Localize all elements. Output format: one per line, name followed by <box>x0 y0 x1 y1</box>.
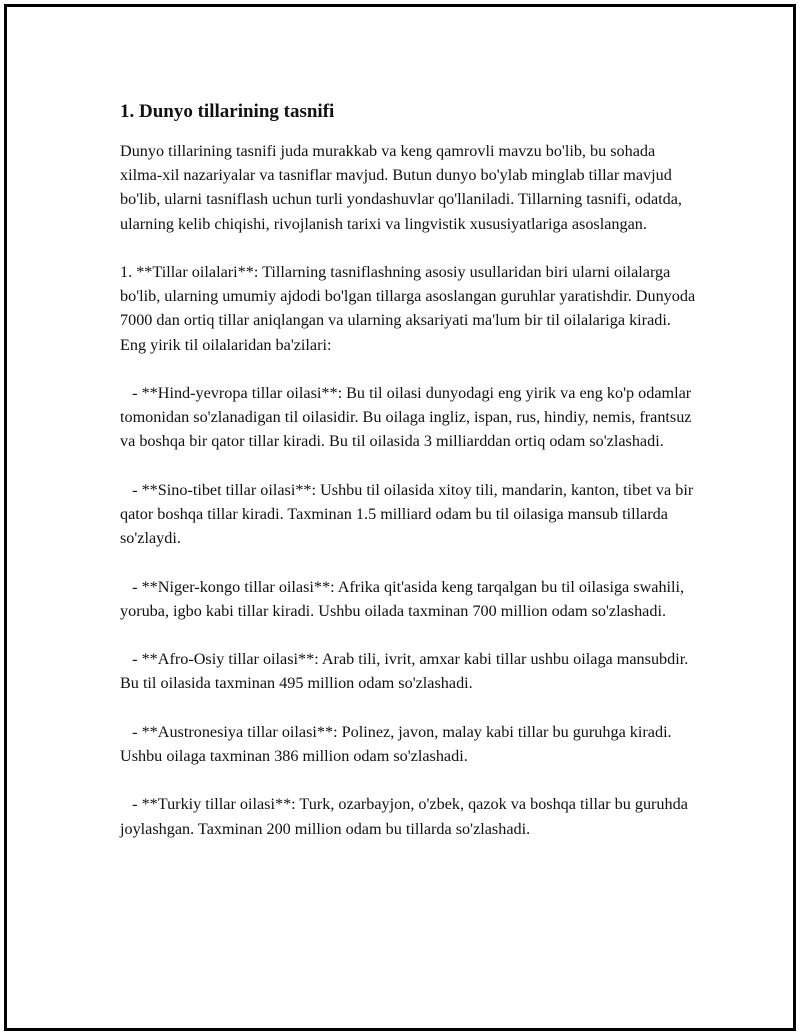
indo-european-item: - **Hind-yevropa tillar oilasi**: Bu til oilasi dunyodagi eng yirik va eng ko'p odamlar tomonidan so'zlanadigan til oilasidir. Bu oilaga ingliz, ispan, rus, hindiy, nemis, frantsuz va boshqa bir qator tillar kiradi. Bu til oilasida 3 milliarddan ortiq odam so'zlashadi. <box>120 384 696 451</box>
paragraph-gap <box>120 236 700 260</box>
sino-tibetan-item: - **Sino-tibet tillar oilasi**: Ushbu til oilasida xitoy tili, mandarin, kanton, tibet va bir qator boshqa tillar kiradi. Taxminan 1.5 milliard odam bu til oilasiga mansub tillarda so'zlaydi. <box>120 480 698 548</box>
document-content <box>120 99 700 841</box>
austronesian-item: - **Austronesiya tillar oilasi**: Polinez, javon, malay kabi tillar bu guruhga kiradi. Ushbu oilaga taxminan 386 million odam so'zlashadi. <box>120 722 676 765</box>
paragraph-gap <box>120 454 700 478</box>
language-families-paragraph: 1. **Tillar oilalari**: Tillarning tasniflashning asosiy usullaridan biri ularni oilalarga bo'lib, ularning umumiy ajdodi bo'lgan tillarga asoslangan guruhlar yaratishdir. Dunyoda 7000 dan ortiq tillar aniqlangan va ularning aksariyati ma'lum bir til oilalariga kiradi. Eng yirik til oilalaridan ba'zilari: <box>120 263 700 354</box>
paragraph-gap <box>120 768 700 792</box>
intro-paragraph: Dunyo tillarining tasnifi juda murakkab va keng qamrovli mavzu bo'lib, bu sohada xilma-xil nazariyalar va tasniflar mavjud. Butun dunyo bo'ylab minglab tillar mavjud bo'lib, ularni tasniflash uchun turli yondashuvlar qo'llaniladi. Tillarning tasnifi, odatda, ularning kelib chiqishi, rivojlanish tarixi va lingvistik xususiyatlariga asoslangan. <box>120 142 687 233</box>
section-title: 1. Dunyo tillarining tasnifi <box>120 101 335 122</box>
turkic-item: - **Turkiy tillar oilasi**: Turk, ozarbayjon, o'zbek, qazok va boshqa tillar bu guruhda joylashgan. Taxminan 200 million odam bu tillarda so'zlashadi. <box>120 795 692 838</box>
paragraph-gap <box>120 623 700 647</box>
afro-asiatic-item: - **Afro-Osiy tillar oilasi**: Arab tili, ivrit, amxar kabi tillar ushbu oilaga mansubdir. Bu til oilasida taxminan 495 million odam so'zlashadi. <box>120 650 693 693</box>
paragraph-gap <box>120 696 700 720</box>
document-page <box>4 4 796 1031</box>
paragraph-gap <box>120 550 700 574</box>
paragraph-gap <box>120 357 700 381</box>
niger-congo-item: - **Niger-kongo tillar oilasi**: Afrika qit'asida keng tarqalgan bu til oilasiga swahili, yoruba, igbo kabi tillar kiradi. Ushbu oilada taxminan 700 million odam so'zlashadi. <box>120 577 689 620</box>
